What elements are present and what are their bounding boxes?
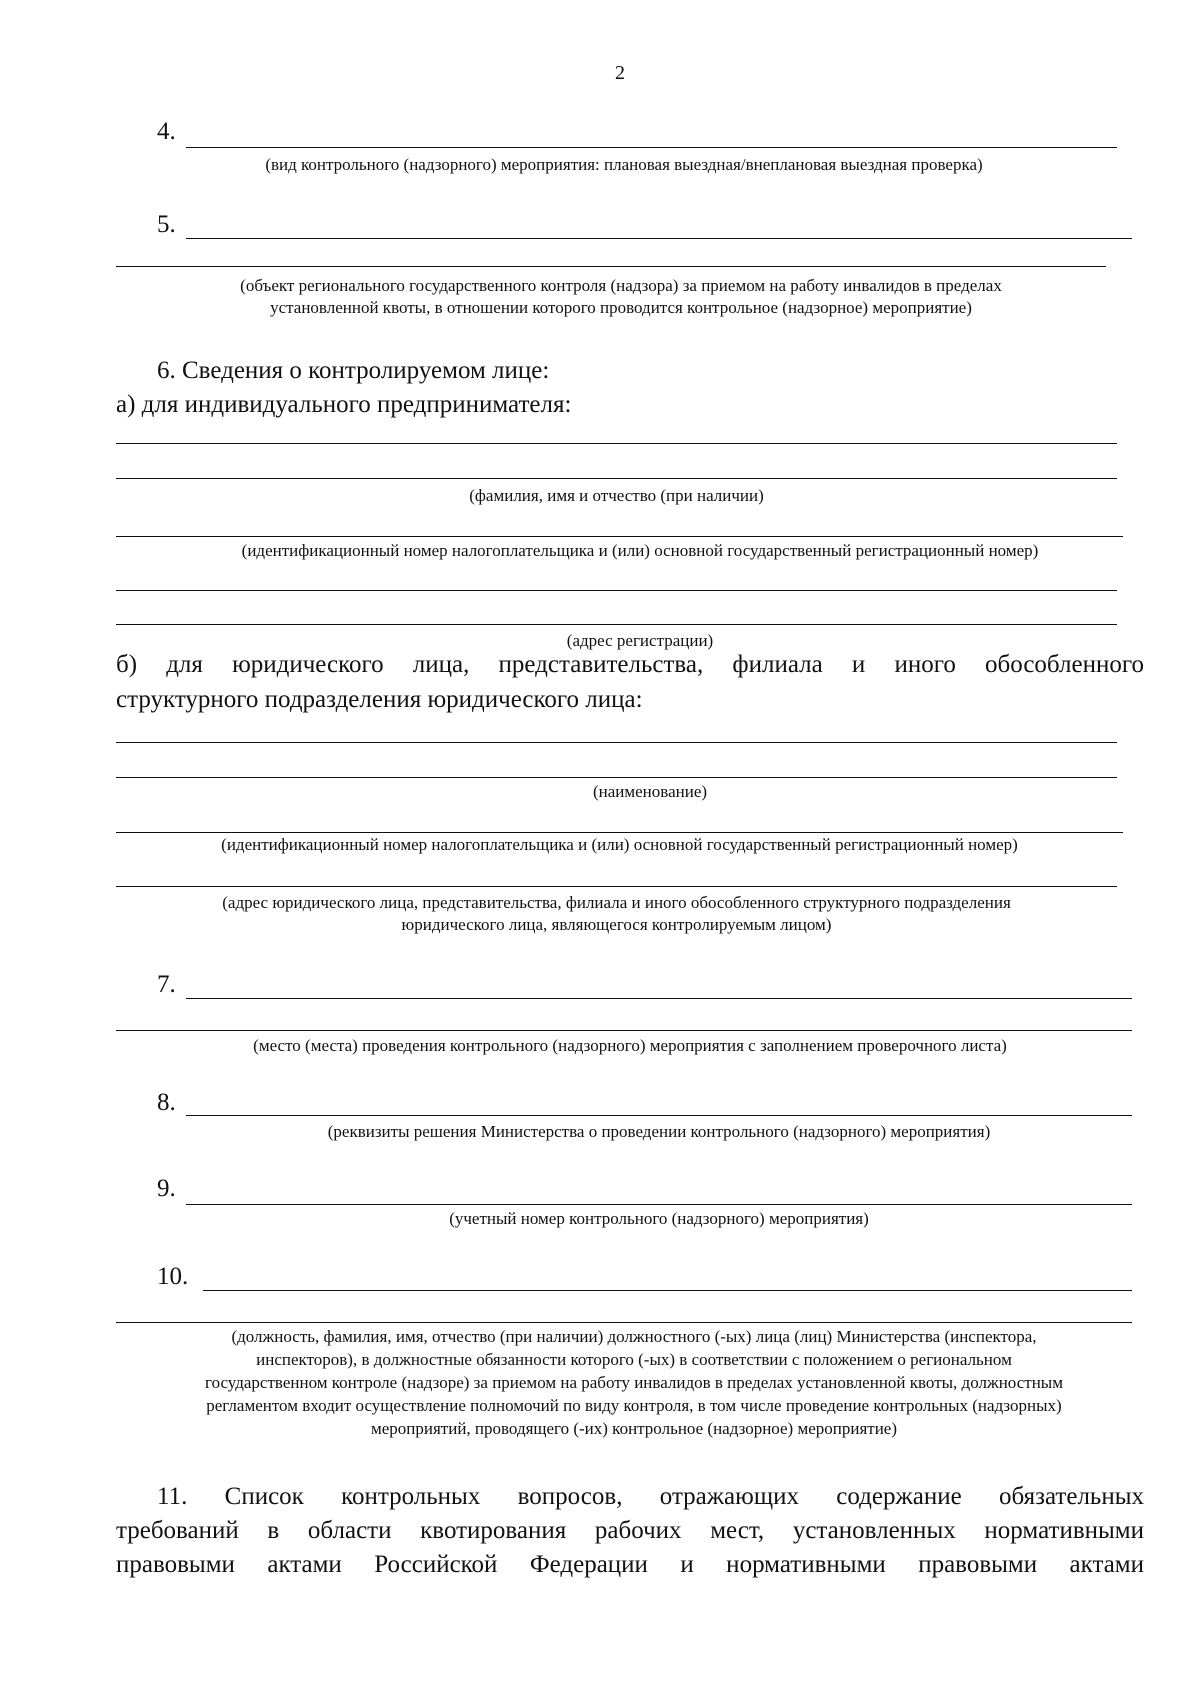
ul-inn-line[interactable]	[116, 832, 1123, 833]
item-5-fill-line-2[interactable]	[116, 266, 1106, 267]
ip-fio-line-1[interactable]	[116, 443, 1117, 444]
item-10-number: 10.	[157, 1263, 189, 1290]
ip-address-line-2[interactable]	[116, 624, 1117, 625]
page-number: 2	[615, 62, 625, 84]
item-5-caption-line-1: (объект регионального государственного контроля (надзора) за приемом на работу инвалидов в пределах	[240, 276, 1002, 295]
item-5-caption-line-2: установленной квоты, в отношении которого проводится контрольное (надзорное) мероприятие)	[270, 298, 972, 317]
item-9-fill-line[interactable]	[186, 1204, 1132, 1205]
item-10-caption-line-5: мероприятий, проводящего (-их) контрольное (надзорное) мероприятие)	[370, 1419, 898, 1438]
ip-fio-line-2[interactable]	[116, 478, 1117, 479]
item-7-fill-line[interactable]	[186, 998, 1132, 999]
item-8-number: 8.	[157, 1089, 176, 1116]
ul-address-line[interactable]	[116, 886, 1117, 887]
item-10-caption-line-4: регламентом входит осуществление полномочий по виду контроля, в том числе проведение контрольных (надзорных)	[206, 1396, 1062, 1415]
ul-address-caption-line-2: юридического лица, являющегося контролируемым лицом)	[401, 915, 832, 934]
item-8-caption: (реквизиты решения Министерства о проведении контрольного (надзорного) мероприятия)	[327, 1122, 991, 1141]
ul-name-line-1[interactable]	[116, 742, 1117, 743]
item-10-fill-line[interactable]	[203, 1290, 1132, 1291]
item-9-caption: (учетный номер контрольного (надзорного) мероприятия)	[449, 1209, 869, 1228]
item-6-heading: 6. Сведения о контролируемом лице:	[157, 357, 550, 384]
item-7-number: 7.	[157, 971, 176, 998]
ip-address-line-1[interactable]	[116, 590, 1117, 591]
item-10-caption-line-2: инспекторов), в должностные обязанности которого (-ых) в соответствии с положением о региональном	[256, 1350, 1012, 1369]
ip-inn-line[interactable]	[116, 536, 1123, 537]
ul-inn-caption: (идентификационный номер налогоплательщика и (или) основной государственный регистрационный номер)	[221, 835, 1018, 854]
ip-inn-caption: (идентификационный номер налогоплательщика и (или) основной государственный регистрационный номер)	[241, 541, 1039, 560]
item-11-line-3: правовыми актами Российской Федерации и нормативными правовыми актами	[116, 1551, 1144, 1578]
item-10-fill-line-2[interactable]	[116, 1322, 1132, 1323]
item-5-number: 5.	[157, 211, 176, 238]
ul-name-caption: (наименование)	[592, 782, 708, 801]
ul-name-line-2[interactable]	[116, 777, 1117, 778]
ip-address-caption: (адрес регистрации)	[566, 631, 714, 650]
item-9-number: 9.	[157, 1175, 176, 1202]
item-6b-heading-line-2: структурного подразделения юридического лица:	[116, 686, 643, 713]
ip-fio-caption: (фамилия, имя и отчество (при наличии)	[469, 486, 764, 505]
item-4-number: 4.	[157, 118, 176, 145]
item-4-fill-line[interactable]	[186, 147, 1117, 148]
item-6a-heading: а) для индивидуального предпринимателя:	[116, 391, 572, 418]
item-6b-heading-line-1: б) для юридического лица, представительства, филиала и иного обособленного	[116, 651, 1144, 678]
item-8-fill-line[interactable]	[186, 1115, 1132, 1116]
item-10-caption-line-1: (должность, фамилия, имя, отчество (при наличии) должностного (-ых) лица (лиц) Министерства (инспектора,	[231, 1327, 1037, 1346]
item-10-caption-line-3: государственном контроле (надзоре) за приемом на работу инвалидов в пределах установленной квоты, должностным	[205, 1373, 1063, 1392]
item-11-line-2: требований в области квотирования рабочих мест, установленных нормативными	[116, 1517, 1144, 1544]
item-5-fill-line[interactable]	[186, 238, 1132, 239]
ul-address-caption-line-1: (адрес юридического лица, представительства, филиала и иного обособленного структурного подразделения	[222, 893, 1011, 912]
item-4-caption: (вид контрольного (надзорного) мероприятия: плановая выездная/внеплановая выездная проверка)	[265, 155, 983, 174]
item-7-caption: (место (места) проведения контрольного (надзорного) мероприятия с заполнением проверочного листа)	[253, 1036, 1007, 1055]
item-11-line-1: 11. Список контрольных вопросов, отражающих содержание обязательных	[157, 1483, 1144, 1510]
item-7-fill-line-2[interactable]	[116, 1030, 1132, 1031]
